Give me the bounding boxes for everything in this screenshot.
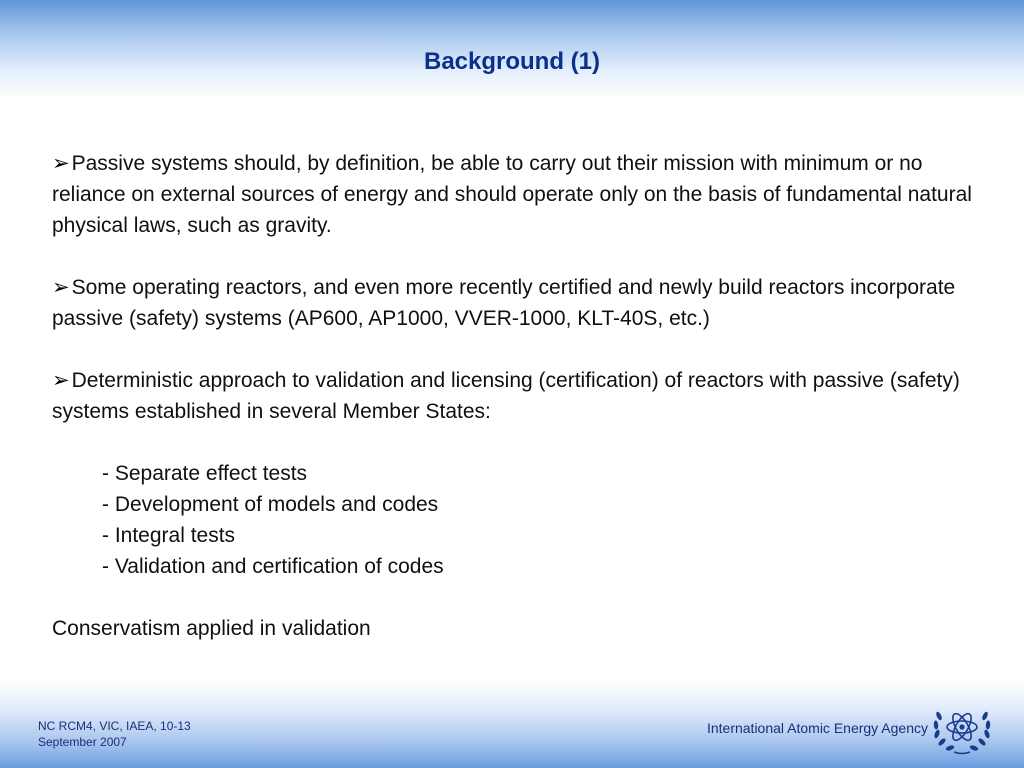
- footer-date-line: September 2007: [38, 735, 127, 749]
- bullet-operating-reactors: ➢Some operating reactors, and even more recently certified and newly build reactors incorporate passive (safety) systems (AP600, AP1000, VVER-1000, KLT-40S, etc.): [52, 276, 956, 330]
- iaea-logo-icon: [930, 700, 994, 756]
- bullet-passive-systems: ➢Passive systems should, by definition, be able to carry out their mission with minimum or no reliance on external sources of energy and should operate only on the basis of fundamental natural physical laws, such as gravity.: [52, 152, 972, 237]
- slide-body: [52, 148, 992, 644]
- footer-organization: International Atomic Energy Agency: [706, 720, 928, 736]
- footer-event-info: [38, 718, 191, 750]
- arrow-bullet-icon: ➢: [52, 276, 70, 299]
- bullet-deterministic-approach: ➢Deterministic approach to validation and licensing (certification) of reactors with passive (safety) systems established in several Member States:: [52, 369, 960, 423]
- slide-title: Background (1): [423, 48, 600, 75]
- arrow-bullet-icon: ➢: [52, 152, 70, 175]
- arrow-bullet-icon: ➢: [52, 369, 70, 392]
- sub-item-separate-effect-tests: - Separate effect tests: [102, 462, 308, 485]
- sub-item-models-and-codes: - Development of models and codes: [102, 493, 439, 516]
- footer-event-line: NC RCM4, VIC, IAEA, 10-13: [38, 719, 191, 733]
- sub-item-validation-certification: - Validation and certification of codes: [102, 555, 444, 578]
- closing-statement: Conservatism applied in validation: [52, 617, 371, 640]
- sub-item-integral-tests: - Integral tests: [102, 524, 236, 547]
